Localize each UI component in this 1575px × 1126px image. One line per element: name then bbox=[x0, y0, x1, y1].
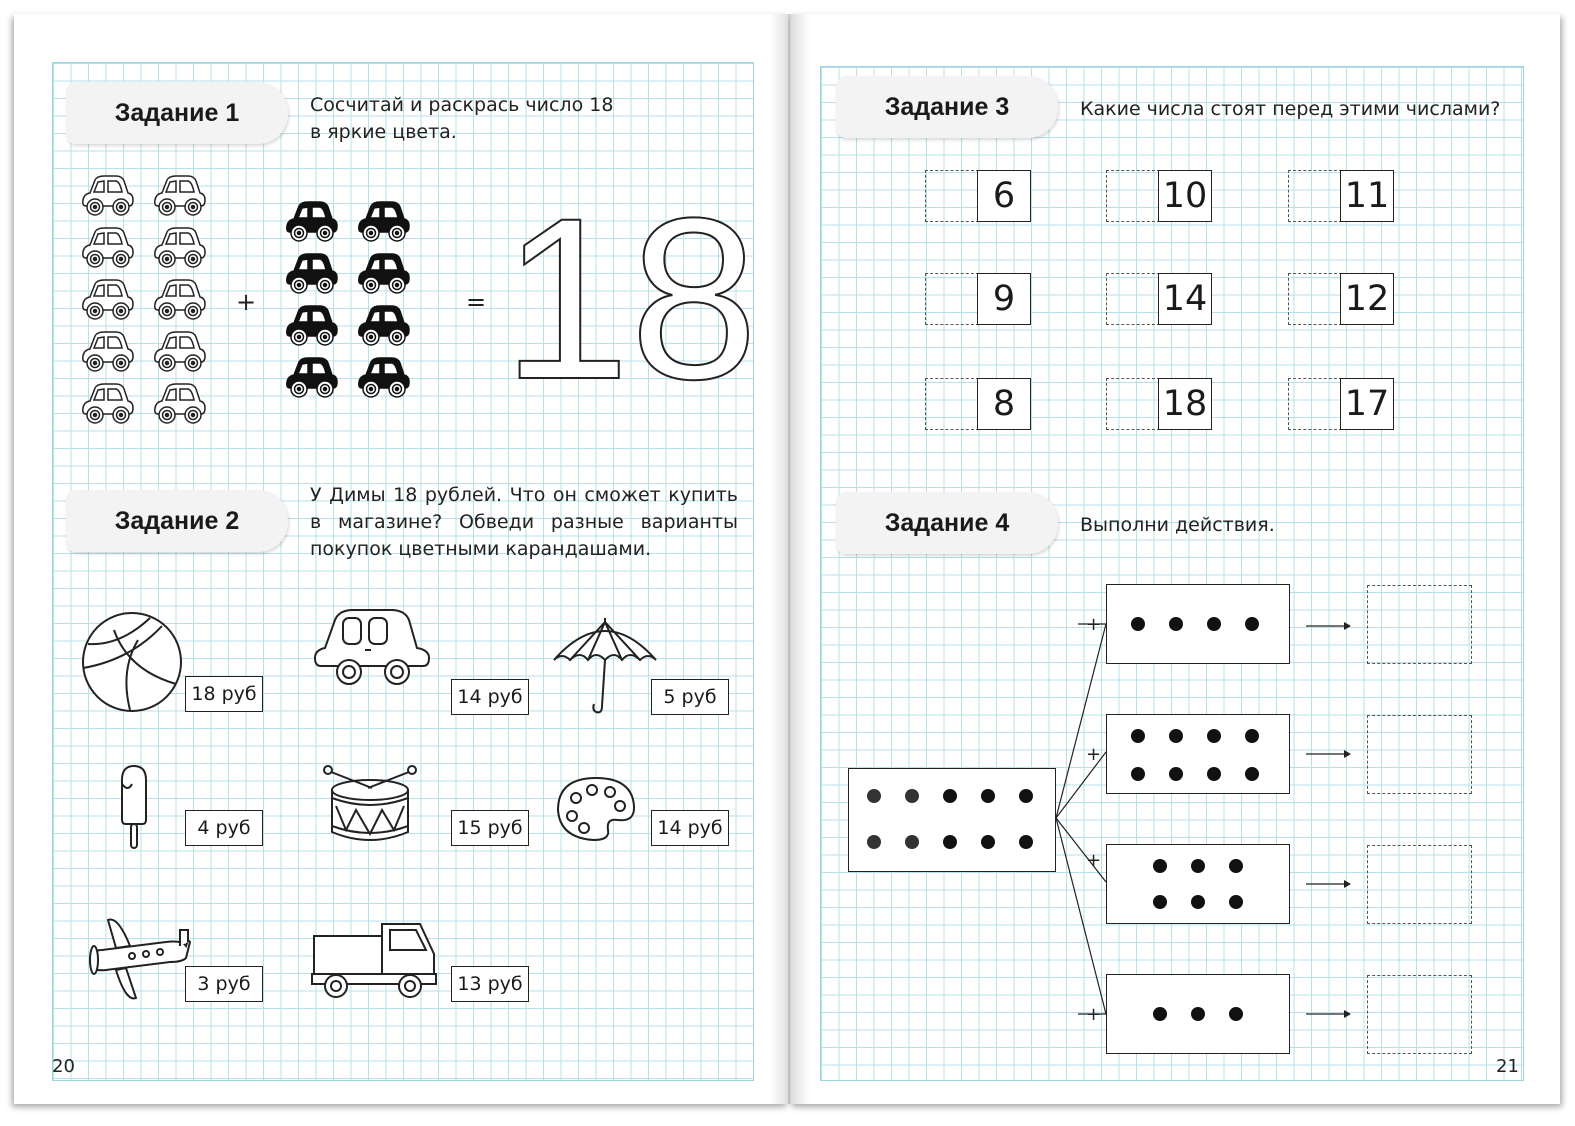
page-number-right: 21 bbox=[1496, 1056, 1519, 1077]
branch-lines bbox=[1054, 610, 1110, 1030]
answer-blank-box[interactable] bbox=[1288, 378, 1342, 430]
dot bbox=[1207, 729, 1221, 743]
price-truck: 13 руб bbox=[451, 966, 529, 1002]
answer-blank-box[interactable] bbox=[1106, 170, 1160, 222]
answer-blank-box[interactable] bbox=[925, 170, 979, 222]
outline-car-icon bbox=[152, 224, 208, 270]
task3-title: Задание 3 bbox=[836, 76, 1058, 138]
answer-blank-box[interactable] bbox=[1106, 378, 1160, 430]
price-ice-cream: 4 руб bbox=[185, 810, 263, 846]
drum-icon bbox=[322, 764, 418, 848]
big-number-18 bbox=[502, 170, 758, 427]
dot bbox=[1131, 729, 1145, 743]
task2-title: Задание 2 bbox=[66, 490, 288, 552]
task3-text: Какие числа стоят перед этими числами? bbox=[1080, 98, 1501, 120]
task2-instructions bbox=[310, 482, 738, 563]
plus-sign: + bbox=[1086, 744, 1102, 765]
task2-text-line2: в магазине? Обведи разные варианты bbox=[310, 511, 738, 533]
black-car-icon bbox=[284, 250, 340, 296]
dot bbox=[1207, 767, 1221, 781]
price-palette: 14 руб bbox=[651, 810, 729, 846]
task1-title: Задание 1 bbox=[66, 82, 288, 144]
umbrella-icon bbox=[552, 618, 658, 718]
operand-box-3 bbox=[1106, 844, 1290, 924]
black-car-icon bbox=[356, 354, 412, 400]
number-box: 17 bbox=[1340, 378, 1394, 430]
dot bbox=[1169, 729, 1183, 743]
start-dots-box bbox=[848, 768, 1056, 872]
task1-text-line2: в яркие цвета. bbox=[310, 121, 457, 143]
dot bbox=[1019, 835, 1033, 849]
number-box: 18 bbox=[1158, 378, 1212, 430]
answer-blank-box[interactable] bbox=[925, 378, 979, 430]
task1-plus-sign: + bbox=[236, 288, 257, 316]
dot bbox=[905, 835, 919, 849]
answer-box-2[interactable] bbox=[1367, 715, 1472, 794]
dot bbox=[1245, 729, 1259, 743]
car-icon bbox=[313, 606, 433, 690]
dot bbox=[1153, 859, 1167, 873]
operand-box-1 bbox=[1106, 584, 1290, 664]
dot bbox=[1229, 895, 1243, 909]
answer-blank-box[interactable] bbox=[1288, 170, 1342, 222]
operand-box-4 bbox=[1106, 974, 1290, 1054]
dot bbox=[905, 789, 919, 803]
dot bbox=[1245, 617, 1259, 631]
answer-box-1[interactable] bbox=[1367, 585, 1472, 664]
number-box: 8 bbox=[977, 378, 1031, 430]
outline-car-icon bbox=[152, 172, 208, 218]
number-box: 6 bbox=[977, 170, 1031, 222]
dot bbox=[1207, 617, 1221, 631]
dot bbox=[1169, 617, 1183, 631]
number-box: 11 bbox=[1340, 170, 1394, 222]
price-umbrella: 5 руб bbox=[651, 679, 729, 715]
operand-box-2 bbox=[1106, 714, 1290, 794]
number-box: 14 bbox=[1158, 273, 1212, 325]
dot bbox=[867, 835, 881, 849]
task2-text-line1: У Димы 18 рублей. Что он сможет купить bbox=[310, 484, 738, 506]
price-car: 14 руб bbox=[451, 679, 529, 715]
price-airplane: 3 руб bbox=[185, 966, 263, 1002]
ice-cream-icon bbox=[116, 764, 152, 850]
black-car-icon bbox=[356, 250, 412, 296]
outline-car-icon bbox=[152, 380, 208, 426]
task1-equals-sign: = bbox=[466, 288, 487, 316]
outline-car-icon bbox=[80, 224, 136, 270]
dot bbox=[1019, 789, 1033, 803]
outline-car-icon bbox=[152, 276, 208, 322]
task1-text-line1: Сосчитай и раскрась число 18 bbox=[310, 94, 614, 116]
dot bbox=[1153, 1007, 1167, 1021]
black-car-icon bbox=[356, 302, 412, 348]
dot bbox=[1245, 767, 1259, 781]
page-number-left: 20 bbox=[52, 1056, 75, 1077]
answer-box-4[interactable] bbox=[1367, 975, 1472, 1054]
dot bbox=[981, 835, 995, 849]
dot bbox=[1229, 859, 1243, 873]
dot bbox=[1131, 617, 1145, 631]
answer-blank-box[interactable] bbox=[925, 273, 979, 325]
plus-sign: + bbox=[1086, 614, 1102, 635]
dot bbox=[1191, 859, 1205, 873]
number-box: 9 bbox=[977, 273, 1031, 325]
answer-box-3[interactable] bbox=[1367, 845, 1472, 924]
arrow-right-icon bbox=[1306, 1008, 1352, 1020]
black-car-icon bbox=[284, 302, 340, 348]
black-car-icon bbox=[356, 198, 412, 244]
arrow-right-icon bbox=[1306, 620, 1352, 632]
outline-car-icon bbox=[80, 328, 136, 374]
answer-blank-box[interactable] bbox=[1106, 273, 1160, 325]
dot bbox=[1191, 1007, 1205, 1021]
task1-instructions bbox=[310, 92, 670, 146]
arrow-right-icon bbox=[1306, 878, 1352, 890]
dot bbox=[1131, 767, 1145, 781]
number-box: 12 bbox=[1340, 273, 1394, 325]
arrow-right-icon bbox=[1306, 748, 1352, 760]
dot bbox=[943, 789, 957, 803]
task2-text-line3: покупок цветными карандашами. bbox=[310, 538, 652, 560]
task4-title: Задание 4 bbox=[836, 492, 1058, 554]
price-drum: 15 руб bbox=[451, 810, 529, 846]
dot bbox=[1229, 1007, 1243, 1021]
task4-text: Выполни действия. bbox=[1080, 514, 1275, 536]
outline-car-icon bbox=[80, 276, 136, 322]
outline-car-icon bbox=[80, 380, 136, 426]
book-spine bbox=[770, 14, 810, 1104]
price-ball: 18 руб bbox=[185, 676, 263, 712]
outline-car-icon bbox=[80, 172, 136, 218]
dot bbox=[1153, 895, 1167, 909]
truck-icon bbox=[310, 920, 438, 1002]
dot bbox=[943, 835, 957, 849]
dot bbox=[981, 789, 995, 803]
palette-icon bbox=[556, 776, 636, 842]
dot bbox=[1169, 767, 1183, 781]
dot bbox=[1191, 895, 1205, 909]
plus-sign: + bbox=[1086, 1004, 1102, 1025]
plus-sign: + bbox=[1086, 850, 1102, 871]
ball-icon bbox=[80, 610, 184, 714]
big-number-text: 18 bbox=[502, 170, 758, 427]
outline-car-icon bbox=[152, 328, 208, 374]
black-car-icon bbox=[284, 354, 340, 400]
answer-blank-box[interactable] bbox=[1288, 273, 1342, 325]
dot bbox=[867, 789, 881, 803]
black-car-icon bbox=[284, 198, 340, 244]
number-box: 10 bbox=[1158, 170, 1212, 222]
airplane-icon bbox=[86, 916, 192, 1002]
